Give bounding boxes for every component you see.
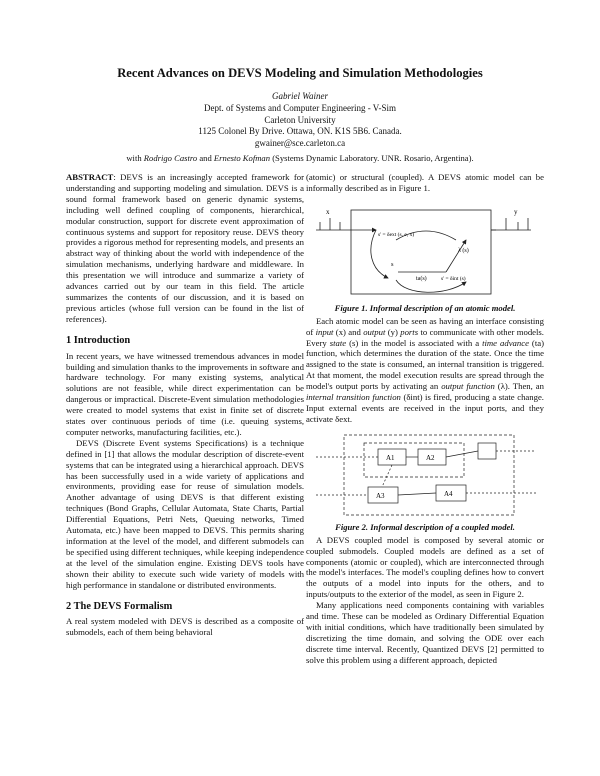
intro-paragraph-2: DEVS (Discrete Event systems Specifications) is a technique defined in [1] that allows the modular description of discrete-event systems that can be integrated using a hierarchical approach. DEVS has been successfully used in a wide variety of applications and environments, providing ease for reuse of simulation models. Another advantage of using DEVS is that different existing techniques (Bond Graphs, Cellular Automata, State Charts, Partial Differential Equations, Petri Nets, Queuing networks, Timed Automata, etc.) have been mapped to DEVS. This permits sharing information at the level of the model, and different submodels can be specified using different techniques, while keeping independence at the level of the simulation engine. Existing DEVS tools have shown their ability to execute such wide variety of models with high performance in standalone or distributed environments. [66,437,304,590]
figure-1-atomic-model [306,200,544,300]
fig2-a4-label: A4 [444,489,453,498]
fig1-x-label: x [326,207,330,216]
author-email: gwainer@sce.carleton.ca [254,138,346,149]
fig1-lambda-label: λ (s) [458,247,469,254]
devs-heading: 2 The DEVS Formalism [66,600,173,612]
fig1-dint-label: s' = δint (s) [441,275,466,282]
coauthor-castro: Rodrigo Castro [143,153,198,163]
abstract-label: ABSTRACT [66,172,114,182]
fig2-a2-label: A2 [426,453,435,462]
with-prefix: with [126,153,142,163]
p2-input-word: input [315,326,334,337]
right-paragraph-4: Many applications need components containing with variables and time. These can be modeled as Ordinary Differential Equation with initial conditions, which have traditionally been simulated by discretizing the time domain, and solving the ODE over each discrete time interval. Recently, Quantized DEVS [2] permitted to solve this problem using a different approach, depicted [306,600,544,665]
fig1-dext-label: s' = δext (s, e, x) [378,231,415,238]
coauthors-line [0,153,600,163]
p2-x-sym: (x) and [333,326,364,337]
fig1-ta-label: ta(s) [416,275,427,282]
p2-text-a: Each atomic model can be seen as having an interface consisting of [306,315,544,337]
p2-text-e: (λ). Then, an [494,381,544,392]
abstract-text: : DEVS is an increasingly accepted framework for understanding and supporting modeling and simulation. DEVS is a sound formal framework based on generic dynamic systems, including well defined coupling of components, hierarchical, modular construction, support for discrete event approximation of continuous systems and support for repository reuse. DEVS theory provides a rigorous method for representing models, and presents an abstract way of thinking about the world with independence of the simulation mechanisms, underlying hardware and middleware. In this presentation we will introduce and summarize a variety of advances carried out by our team in this field. The article summarizes the contents of our discussion, and it is based on previous articles (whose full version can be found in the list of references). [66,172,304,324]
author-block [0,91,600,150]
p2-state-word: state [329,337,347,348]
author-name: Gabriel Wainer [272,91,328,101]
right-column [306,172,544,666]
side-box-right [478,443,496,459]
figure-2-coupled-model [306,431,544,519]
figure-2-caption: Figure 2. Informal description of a coupled model. [335,521,515,532]
p2-ta-word: time advance [482,337,529,348]
output-port-glyph [491,218,531,230]
abstract [66,172,304,325]
inner-coupled-box [364,443,464,477]
p2-output-word: output [363,326,386,337]
coauthor-affiliation: (Systems Dynamic Laboratory. UNR. Rosario, Argentina). [272,153,474,163]
p2-text-d: (ta) function, which determines the duration of the state. Once the time assigned to the state is consumed, an internal transition is triggered. At that moment, the model execution results are spread through the model's output ports by activating an [306,337,544,392]
p2-text-f: (δint) is fired, producing a state change. Input external events are received in the input ports, and they activate δext. [306,392,544,424]
p2-text-c: (s) in the model is associated with a [346,337,483,348]
affiliation-university: Carleton University [264,114,336,125]
fig2-a1-label: A1 [386,453,395,462]
fig1-s-label: s [391,260,394,268]
affiliation-address: 1125 Colonel By Drive. Ottawa, ON. K1S 5B6. Canada. [198,126,402,137]
left-column [66,172,304,638]
intro-paragraph-1: In recent years, we have witnessed tremendous advances in model building and simulation thanks to the improvements in software and hardware technology. For many existing systems, analytical solutions are not feasible, while direct experimentation can be dangerous or impractical. Discrete-Event simulation methodologies were created to model systems that exist in finite set of discrete states over continuous periods of time (i.e. queuing systems, computer networks, manufacturing facilities, etc.). [66,350,304,437]
devs-paragraph-1: A real system modeled with DEVS is described as a composite of submodels, each of them being behavioral [66,616,304,638]
p2-outfn-word: output function [441,381,495,392]
affiliation-dept: Dept. of Systems and Computer Engineering - V-Sim [204,102,396,113]
and-word: and [199,153,212,163]
p2-intfn-word: internal transition function [306,392,401,403]
fig1-y-label: y [514,207,518,216]
p2-y-sym: (y) [385,326,401,337]
p2-ports-word: ports [400,326,419,337]
right-paragraph-2 [306,316,544,425]
paper-title: Recent Advances on DEVS Modeling and Simulation Methodologies [117,66,483,80]
right-paragraph-3: A DEVS coupled model is composed by several atomic or coupled submodels. Coupled models are defined as a set of components (atomic or coupled), which are interconnected through the model's interfaces. The model's coupling defines how to convert the outputs of a model into inputs for the others, and to inputs/outputs to the exterior of the model, as seen in Figure 2. [306,534,544,600]
figure-1-caption: Figure 1. Informal description of an atomic model. [334,302,516,313]
coauthor-kofman: Ernesto Kofman [213,153,271,163]
right-paragraph-1: (atomic) or structural (coupled). A DEVS atomic model can be informally described as in Figure 1. [306,172,544,193]
p2-text-b: to communicate with other models. Every [306,326,544,348]
intro-heading: 1 Introduction [66,334,131,346]
fig2-a3-label: A3 [376,491,385,500]
input-port-glyph [316,218,351,230]
